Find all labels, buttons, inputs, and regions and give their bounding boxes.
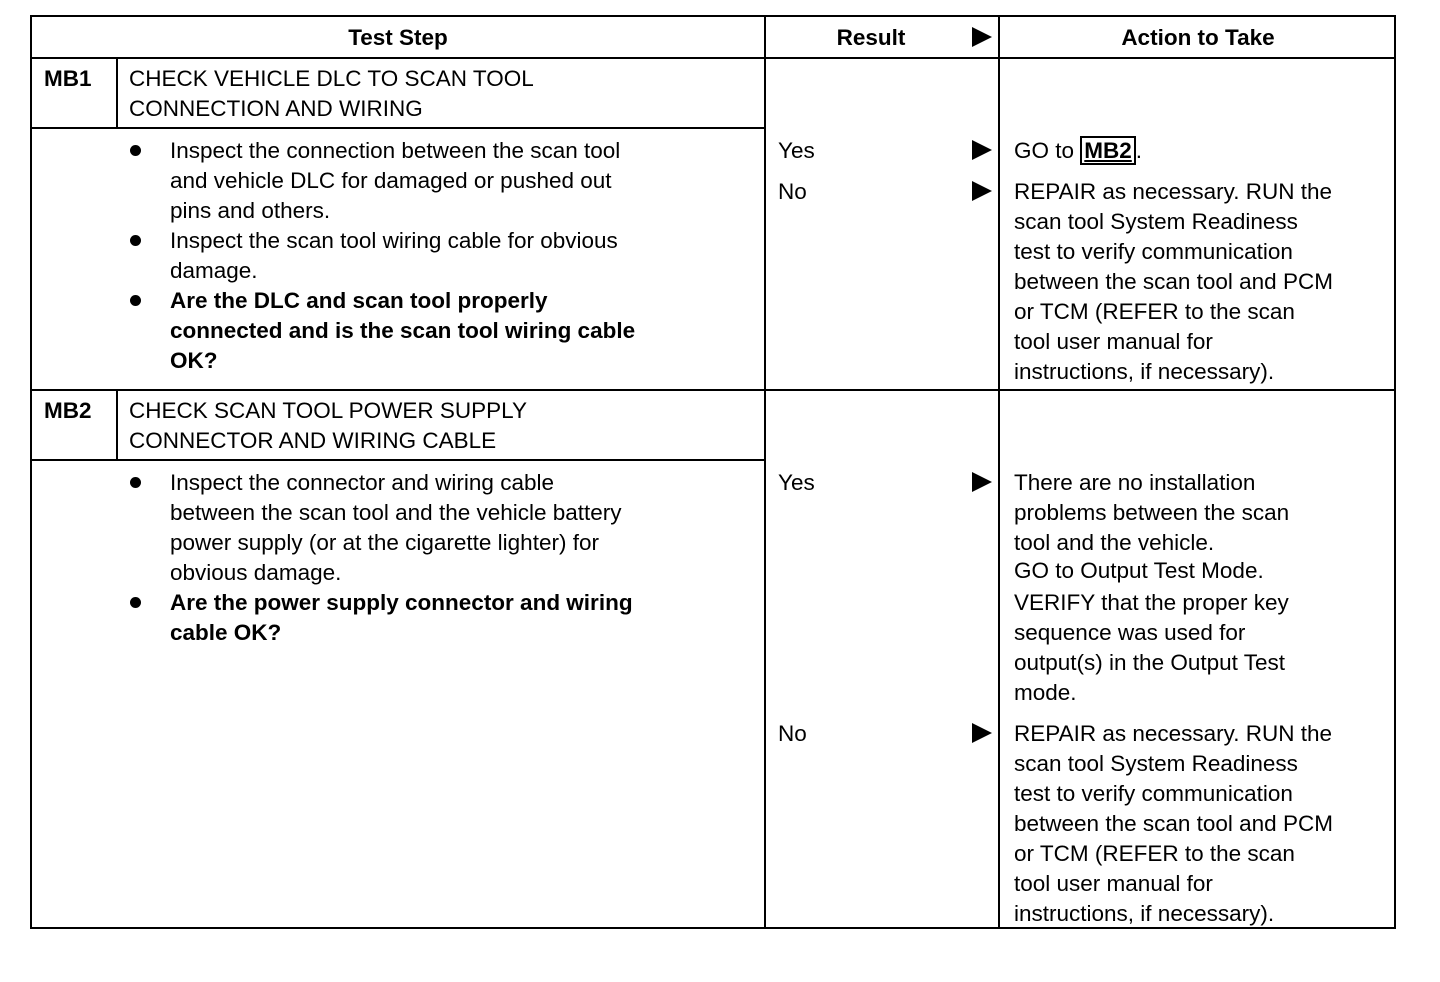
mb2-question: cable OK? — [170, 620, 282, 645]
mb1-action-no-line: test to verify communication — [1014, 239, 1293, 264]
mb1-action-no-line: between the scan tool and PCM — [1014, 269, 1333, 294]
mb1-id-divider — [116, 57, 118, 127]
mb1-result-no: No — [778, 179, 807, 204]
bullet-icon — [130, 235, 141, 246]
mb2-action-no-line: or TCM (REFER to the scan — [1014, 841, 1295, 866]
mb2-action-no-line: test to verify communication — [1014, 781, 1293, 806]
mb2-action-no-line: instructions, if necessary). — [1014, 901, 1275, 926]
mb1-bullet-text: Inspect the scan tool wiring cable for obvious — [170, 228, 618, 253]
bullet-icon — [130, 145, 141, 156]
bullet-icon — [130, 477, 141, 488]
arrow-icon — [972, 723, 992, 743]
row-divider-mb2 — [32, 389, 1394, 391]
mb2-action-no-line: between the scan tool and PCM — [1014, 811, 1333, 836]
mb2-bullet-text: between the scan tool and the vehicle battery — [170, 500, 622, 525]
action-suffix: . — [1135, 138, 1143, 163]
step-id-mb2: MB2 — [44, 398, 92, 423]
mb2-action-no-line: scan tool System Readiness — [1014, 751, 1298, 776]
mb2-action-yes-line: sequence was used for — [1014, 620, 1246, 645]
mb1-bullet-text: pins and others. — [170, 198, 331, 223]
mb1-bullet-text: and vehicle DLC for damaged or pushed out — [170, 168, 612, 193]
mb2-title-line: CHECK SCAN TOOL POWER SUPPLY — [129, 398, 528, 423]
bullet-icon — [130, 295, 141, 306]
mb1-title-line: CONNECTION AND WIRING — [129, 96, 423, 121]
mb2-result-no: No — [778, 721, 807, 746]
mb2-bullet-text: power supply (or at the cigarette lighter) for — [170, 530, 599, 555]
arrow-icon — [972, 181, 992, 201]
mb2-result-yes: Yes — [778, 470, 815, 495]
mb2-action-yes-line: problems between the scan — [1014, 500, 1290, 525]
mb2-action-yes-line: There are no installation — [1014, 470, 1256, 495]
mb1-action-no-line: REPAIR as necessary. RUN the — [1014, 179, 1333, 204]
mb2-action-no-line: REPAIR as necessary. RUN the — [1014, 721, 1333, 746]
mb2-action-no-line: tool user manual for — [1014, 871, 1213, 896]
mb2-title-divider — [32, 459, 764, 461]
arrow-icon — [972, 472, 992, 492]
mb2-question: Are the power supply connector and wiring — [170, 590, 633, 615]
mb1-bullet-text: Inspect the connection between the scan tool — [170, 138, 621, 163]
column-divider-action — [998, 17, 1000, 927]
mb1-action-no-line: or TCM (REFER to the scan — [1014, 299, 1295, 324]
mb2-bullet-text: Inspect the connector and wiring cable — [170, 470, 554, 495]
go-to-mb2-link[interactable]: MB2 — [1080, 136, 1136, 165]
mb1-question: Are the DLC and scan tool properly — [170, 288, 548, 313]
mb2-id-divider — [116, 389, 118, 459]
mb2-bullet-text: obvious damage. — [170, 560, 342, 585]
mb1-action-no-line: instructions, if necessary). — [1014, 359, 1275, 384]
step-id-mb1: MB1 — [44, 66, 92, 91]
mb1-result-yes: Yes — [778, 138, 815, 163]
mb2-action-yes-line: output(s) in the Output Test — [1014, 650, 1285, 675]
bullet-icon — [130, 597, 141, 608]
mb1-question: OK? — [170, 348, 218, 373]
header-result: Result — [836, 25, 906, 50]
action-prefix: GO to — [1014, 138, 1081, 163]
mb1-action-yes — [1014, 136, 1142, 166]
mb1-action-no-line: tool user manual for — [1014, 329, 1213, 354]
mb2-action-yes-line: tool and the vehicle. — [1014, 530, 1215, 555]
header-action: Action to Take — [1121, 25, 1275, 50]
header-test-step: Test Step — [348, 25, 448, 50]
mb1-action-no-line: scan tool System Readiness — [1014, 209, 1298, 234]
arrow-icon — [972, 140, 992, 160]
mb1-title-line: CHECK VEHICLE DLC TO SCAN TOOL — [129, 66, 534, 91]
mb2-action-yes-line: GO to Output Test Mode. — [1014, 558, 1264, 583]
mb1-bullet-text: damage. — [170, 258, 258, 283]
diagnostic-table — [30, 15, 1396, 929]
mb2-title-line: CONNECTOR AND WIRING CABLE — [129, 428, 497, 453]
mb1-question: connected and is the scan tool wiring cable — [170, 318, 636, 343]
mb2-action-yes-line: mode. — [1014, 680, 1077, 705]
mb2-action-yes-line: VERIFY that the proper key — [1014, 590, 1289, 615]
mb1-title-divider — [32, 127, 764, 129]
header-arrow-icon — [972, 27, 992, 47]
header-divider — [32, 57, 1394, 59]
column-divider-result — [764, 17, 766, 927]
